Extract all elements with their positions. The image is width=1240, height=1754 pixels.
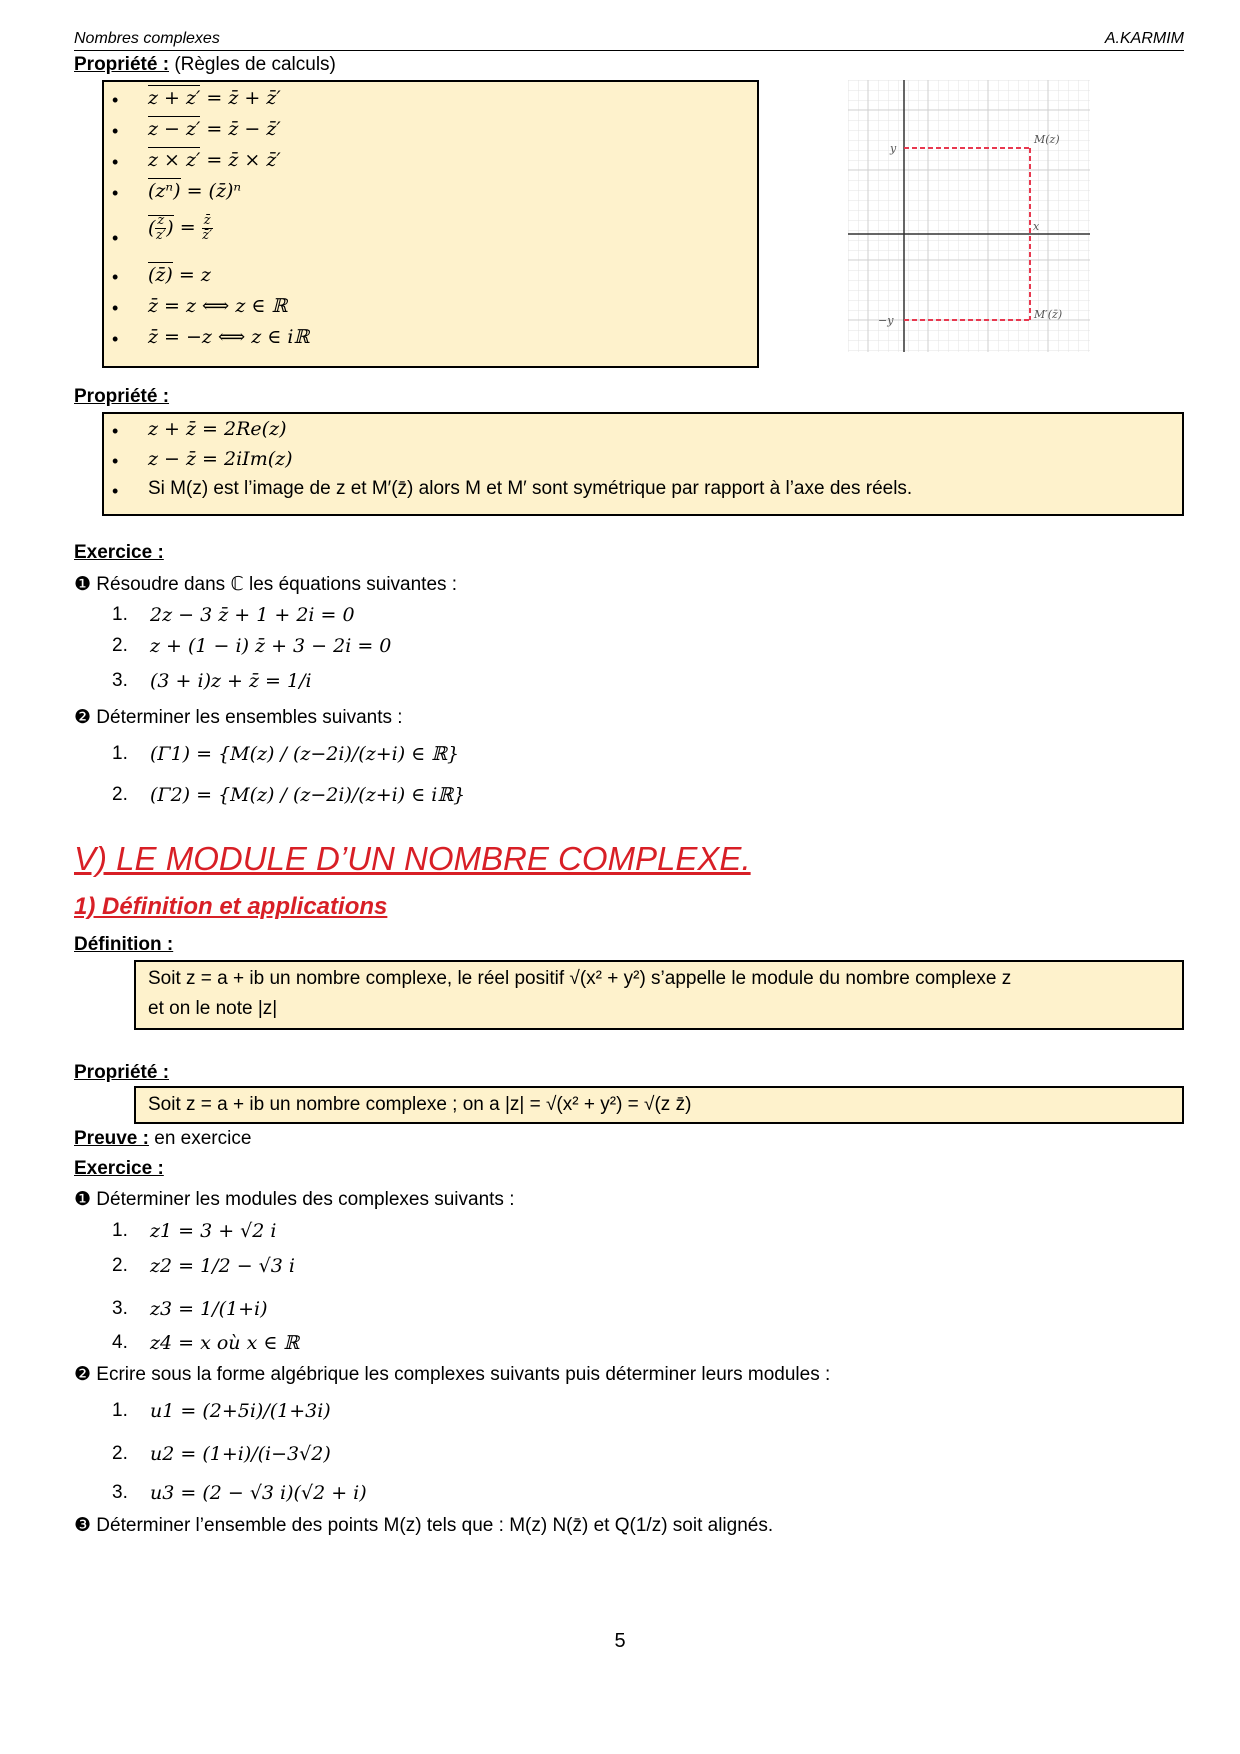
section-subtitle: 1) Définition et applications [74,893,388,920]
definition-line-2: et on le note |z| [148,998,278,1019]
prop3-heading: Propriété : [74,1062,170,1083]
ex2-z2: z2 = 1/2 − √3 i [150,1255,295,1277]
rule-5: ( $\frac{z}{z'}$ ) = $\frac{z̄}{z̄'}$ [148,213,213,243]
label-neg-y: −y [878,314,894,327]
ex1-q1: ❶ Résoudre dans ℂ les équations suivantes : [74,574,458,595]
label-M: M(z) [1034,133,1060,146]
ex2-q3: ❸ Déterminer l’ensemble des points M(z) tels que : M(z) N(z̄) et Q(1/z) soit alignés. [74,1515,774,1536]
ex2-z1: z1 = 3 + √2 i [150,1220,277,1242]
ex2-heading: Exercice : [74,1158,164,1179]
rule-8: z̄ = −z ⟺ z ∈ iℝ [148,326,310,348]
ex2-q1: ❶ Déterminer les modules des complexes suivants : [74,1189,515,1210]
rule-4: (zⁿ) = (z̄)ⁿ [148,180,242,202]
prop2-item-3: Si M(z) est l’image de z et M′(z̄) alors M et M′ sont symétrique par rapport à l’axe des réels. [148,478,913,499]
ex1-eq-3: (3 + i)z + z̄ = 1/i [150,670,312,692]
ex2-u2: u2 = (1+i)/(i−3√2) [150,1443,331,1465]
page-number: 5 [614,1630,626,1652]
label-y: y [890,142,897,155]
prop2-item-1: z + z̄ = 2Re(z) [148,418,287,440]
page-header [74,30,1184,51]
prop2-heading: Propriété : [74,386,170,407]
ex1-set-1: (Γ1) = {M(z) / (z−2i)/(z+i) ∈ ℝ} [150,743,460,765]
ex2-u1: u1 = (2+5i)/(1+3i) [150,1400,331,1422]
header-title: Nombres complexes [74,30,220,47]
ex2-q2: ❷ Ecrire sous la forme algébrique les complexes suivants puis déterminer leurs modules : [74,1364,831,1385]
rule-7: z̄ = z ⟺ z ∈ ℝ [148,295,288,317]
prop2-item-2: z − z̄ = 2iIm(z) [148,448,293,470]
rule-6: (z̄) = z [148,264,211,286]
ex2-z3: z3 = 1/(1+i) [150,1298,268,1320]
ex1-eq-2: z + (1 − i) z̄ + 3 − 2i = 0 [150,635,392,657]
symmetry-figure [848,80,1090,352]
prop3-text: Soit z = a + ib un nombre complexe ; on a |z| = √(x² + y²) = √(z z̄) [148,1094,692,1115]
definition-heading: Définition : [74,934,174,955]
preuve-line: Preuve : en exercice [74,1128,252,1149]
rule-3: z × z′ = z̄ × z̄′ [148,149,281,171]
ex2-z4: z4 = x où x ∈ ℝ [150,1332,300,1354]
ex1-set-2: (Γ2) = {M(z) / (z−2i)/(z+i) ∈ iℝ} [150,784,466,806]
prop1-heading: Propriété : (Règles de calculs) [74,54,336,75]
ex2-u3: u3 = (2 − √3 i)(√2 + i) [150,1482,367,1504]
ex1-q2: ❷ Déterminer les ensembles suivants : [74,707,403,728]
ex1-eq-1: 2z − 3 z̄ + 1 + 2i = 0 [150,604,355,626]
label-x: x [1033,220,1040,233]
rule-1: z + z′ = z̄ + z̄′ [148,87,281,109]
definition-line-1: Soit z = a + ib un nombre complexe, le réel positif √(x² + y²) s’appelle le module du nombre complexe z [148,968,1012,989]
ex1-heading: Exercice : [74,542,164,563]
section-title: V) LE MODULE D’UN NOMBRE COMPLEXE. [74,840,751,877]
header-author: A.KARMIM [1104,30,1184,47]
rule-2: z − z′ = z̄ − z̄′ [148,118,281,140]
label-Mprime: M′(z̄) [1034,308,1063,321]
